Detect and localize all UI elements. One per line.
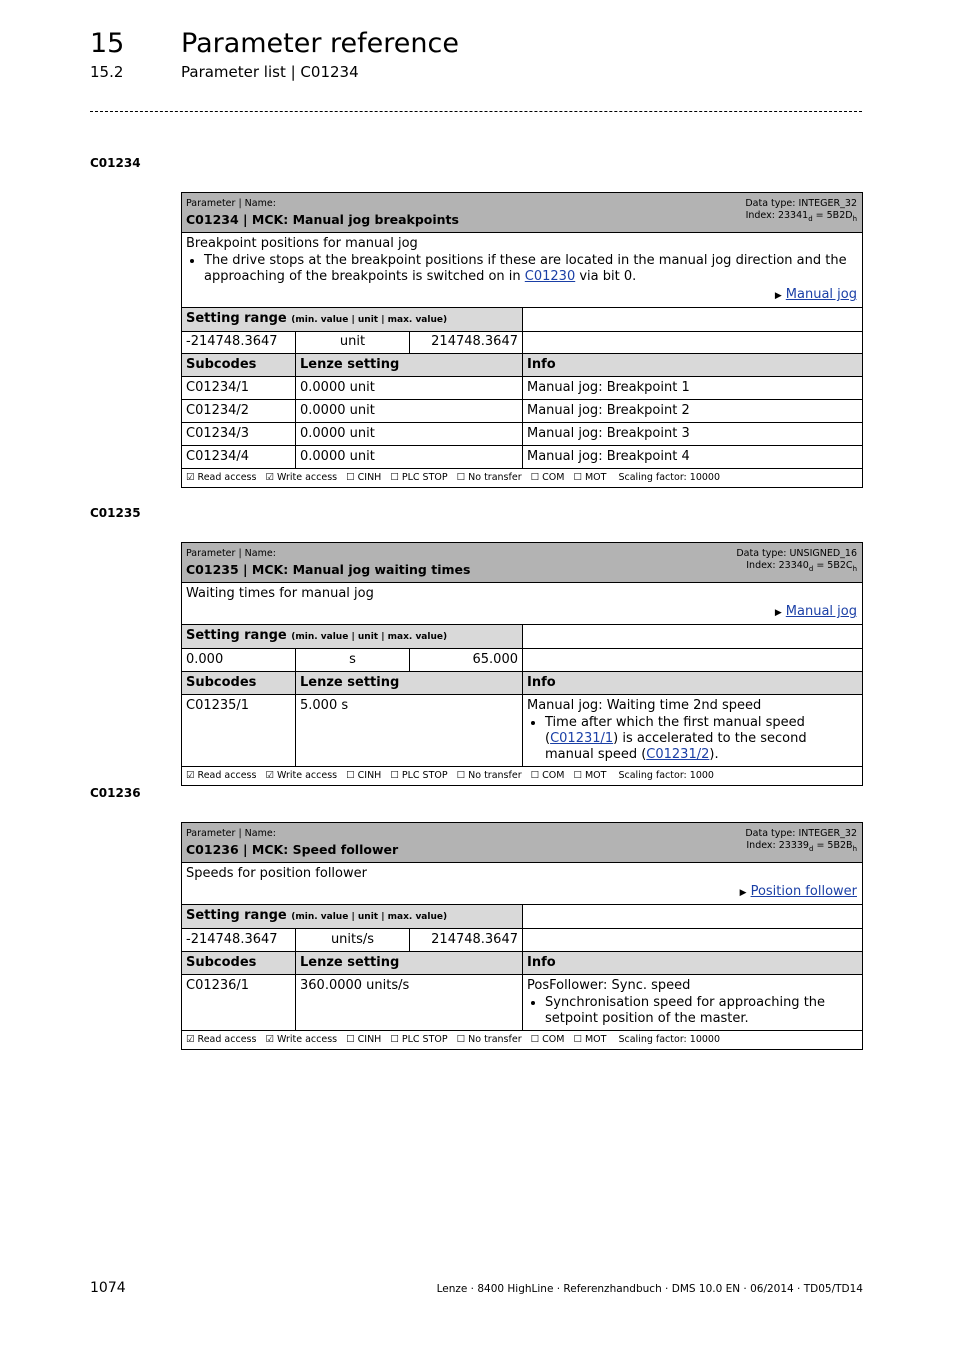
lenze-setting: 0.0000 unit <box>296 423 523 445</box>
param-index: Index: $23340_d = 5B2C_h$ <box>746 560 857 573</box>
table-row <box>182 975 862 1031</box>
lenze-setting: 5.000 s <box>296 695 523 766</box>
param-index: Index: $23339_d = 5B2B_h$ <box>746 840 857 853</box>
param-name-label: Parameter | Name: <box>186 548 276 559</box>
description-text: Waiting times for manual jog <box>186 586 374 601</box>
setting-range-header-row <box>182 625 862 649</box>
link-c01230[interactable]: C01230 <box>524 269 576 284</box>
subcode: C01234/1 <box>182 377 296 399</box>
table-row <box>182 423 862 446</box>
access-flags: ☑ Read access ☑ Write access ☐ CINH ☐ PLC STOP ☐ No transfer ☐ COM ☐ MOT Scaling factor: 10000 <box>186 1034 720 1045</box>
param-index: Index: $23341_d = 5B2D_h$ <box>745 210 857 223</box>
setting-range-values-row <box>182 331 862 354</box>
data-type: Data type: INTEGER_32 <box>745 828 857 839</box>
param-table-c01236 <box>181 822 863 1050</box>
col-lenze-setting: Lenze setting <box>296 354 523 376</box>
range-unit: s <box>296 649 410 671</box>
subcode: C01234/2 <box>182 400 296 422</box>
page-number: 1074 <box>90 1280 126 1296</box>
data-type: Data type: UNSIGNED_16 <box>736 548 857 559</box>
description-bullet: • The drive stops at the breakpoint positions if these are located in the manual jog direction and the approaching of the breakpoints is switched on in C01230 via bit 0. <box>204 253 858 285</box>
lenze-setting: 360.0000 units/s <box>296 975 523 1030</box>
param-heading-c01235: C01235 <box>90 506 141 520</box>
subcode: C01234/4 <box>182 446 296 468</box>
param-name: C01236 | MCK: Speed follower <box>186 842 399 857</box>
table-row <box>182 695 862 767</box>
param-header <box>182 543 862 583</box>
col-lenze-setting: Lenze setting <box>296 952 523 974</box>
lenze-setting: 0.0000 unit <box>296 446 523 468</box>
col-info: Info <box>523 672 862 694</box>
setting-range-values-row <box>182 929 862 952</box>
link-c01231-2[interactable]: C01231/2 <box>646 747 710 762</box>
jump-link-row <box>186 604 858 621</box>
info-bullet: • Synchronisation speed for approaching the setpoint position of the master. <box>545 995 858 1027</box>
access-flags: ☑ Read access ☑ Write access ☐ CINH ☐ PLC STOP ☐ No transfer ☐ COM ☐ MOT Scaling factor: 1000 <box>186 770 714 781</box>
param-header <box>182 193 862 233</box>
scaling-factor: Scaling factor: 1000 <box>618 770 714 781</box>
param-name-label: Parameter | Name: <box>186 828 276 839</box>
data-type: Data type: INTEGER_32 <box>745 198 857 209</box>
param-name: C01235 | MCK: Manual jog waiting times <box>186 562 471 577</box>
subcode: C01235/1 <box>182 695 296 766</box>
scaling-factor: Scaling factor: 10000 <box>618 1034 720 1045</box>
info <box>523 695 862 766</box>
range-min: -214748.3647 <box>182 929 296 951</box>
chapter-title: Parameter reference <box>181 28 459 59</box>
info: Manual jog: Breakpoint 2 <box>527 403 690 418</box>
param-heading-c01234: C01234 <box>90 156 141 170</box>
range-max: 214748.3647 <box>410 929 523 951</box>
section-title: Parameter list | C01234 <box>181 63 359 81</box>
footer-text: Lenze · 8400 HighLine · Referenzhandbuch · DMS 10.0 EN · 06/2014 · TD05/TD14 <box>436 1283 863 1295</box>
triangle-right-icon: ▶ <box>774 291 782 301</box>
setting-range-header: Setting range (min. value | unit | max. value) <box>182 905 523 928</box>
col-info: Info <box>523 952 862 974</box>
param-table-c01235 <box>181 542 863 786</box>
link-manual-jog[interactable]: Manual jog <box>785 287 857 302</box>
subcode: C01234/3 <box>182 423 296 445</box>
param-heading-c01236: C01236 <box>90 786 141 800</box>
param-description <box>182 233 862 308</box>
setting-range-header-row <box>182 308 862 332</box>
info-title: Manual jog: Waiting time 2nd speed <box>527 698 762 713</box>
setting-range-values-row <box>182 649 862 672</box>
col-subcodes: Subcodes <box>182 952 296 974</box>
setting-range-header-row <box>182 905 862 929</box>
access-row <box>182 767 862 785</box>
param-table-c01234 <box>181 192 863 488</box>
jump-link-row <box>186 884 858 901</box>
description-text: Speeds for position follower <box>186 866 367 881</box>
subcodes-header-row <box>182 354 862 377</box>
setting-range-header: Setting range (min. value | unit | max. value) <box>182 308 523 331</box>
param-description <box>182 583 862 625</box>
jump-link-row <box>186 287 858 304</box>
link-c01231-1[interactable]: C01231/1 <box>550 731 614 746</box>
col-subcodes: Subcodes <box>182 672 296 694</box>
link-position-follower[interactable]: Position follower <box>750 884 857 899</box>
triangle-right-icon: ▶ <box>774 608 782 618</box>
subcodes-header-row <box>182 952 862 975</box>
param-description <box>182 863 862 905</box>
header-divider <box>90 111 862 112</box>
range-min: -214748.3647 <box>182 331 296 353</box>
range-max: 214748.3647 <box>410 331 523 353</box>
info-bullet: • Time after which the first manual speed (C01231/1) is accelerated to the second manual speed (C01231/2). <box>545 715 858 763</box>
section-number: 15.2 <box>90 63 124 81</box>
access-row <box>182 1031 862 1049</box>
link-manual-jog[interactable]: Manual jog <box>785 604 857 619</box>
range-min: 0.000 <box>182 649 296 671</box>
col-subcodes: Subcodes <box>182 354 296 376</box>
lenze-setting: 0.0000 unit <box>296 377 523 399</box>
info: Manual jog: Breakpoint 4 <box>527 449 690 464</box>
param-header <box>182 823 862 863</box>
access-row <box>182 469 862 487</box>
info-title: PosFollower: Sync. speed <box>527 978 691 993</box>
table-row <box>182 400 862 423</box>
table-row <box>182 446 862 469</box>
table-row <box>182 377 862 400</box>
chapter-number: 15 <box>90 28 125 59</box>
subcodes-header-row <box>182 672 862 695</box>
triangle-right-icon: ▶ <box>739 888 747 898</box>
subcode: C01236/1 <box>182 975 296 1030</box>
setting-range-header: Setting range (min. value | unit | max. value) <box>182 625 523 648</box>
param-name: C01234 | MCK: Manual jog breakpoints <box>186 212 459 227</box>
range-unit: unit <box>296 331 410 353</box>
lenze-setting: 0.0000 unit <box>296 400 523 422</box>
range-unit: units/s <box>296 929 410 951</box>
col-lenze-setting: Lenze setting <box>296 672 523 694</box>
scaling-factor: Scaling factor: 10000 <box>618 472 720 483</box>
info: Manual jog: Breakpoint 3 <box>527 426 690 441</box>
param-name-label: Parameter | Name: <box>186 198 276 209</box>
description-text: Breakpoint positions for manual jog <box>186 236 418 251</box>
info: Manual jog: Breakpoint 1 <box>527 380 690 395</box>
info <box>523 975 862 1030</box>
col-info: Info <box>523 354 862 376</box>
range-max: 65.000 <box>410 649 523 671</box>
access-flags: ☑ Read access ☑ Write access ☐ CINH ☐ PLC STOP ☐ No transfer ☐ COM ☐ MOT Scaling factor: 10000 <box>186 472 720 483</box>
